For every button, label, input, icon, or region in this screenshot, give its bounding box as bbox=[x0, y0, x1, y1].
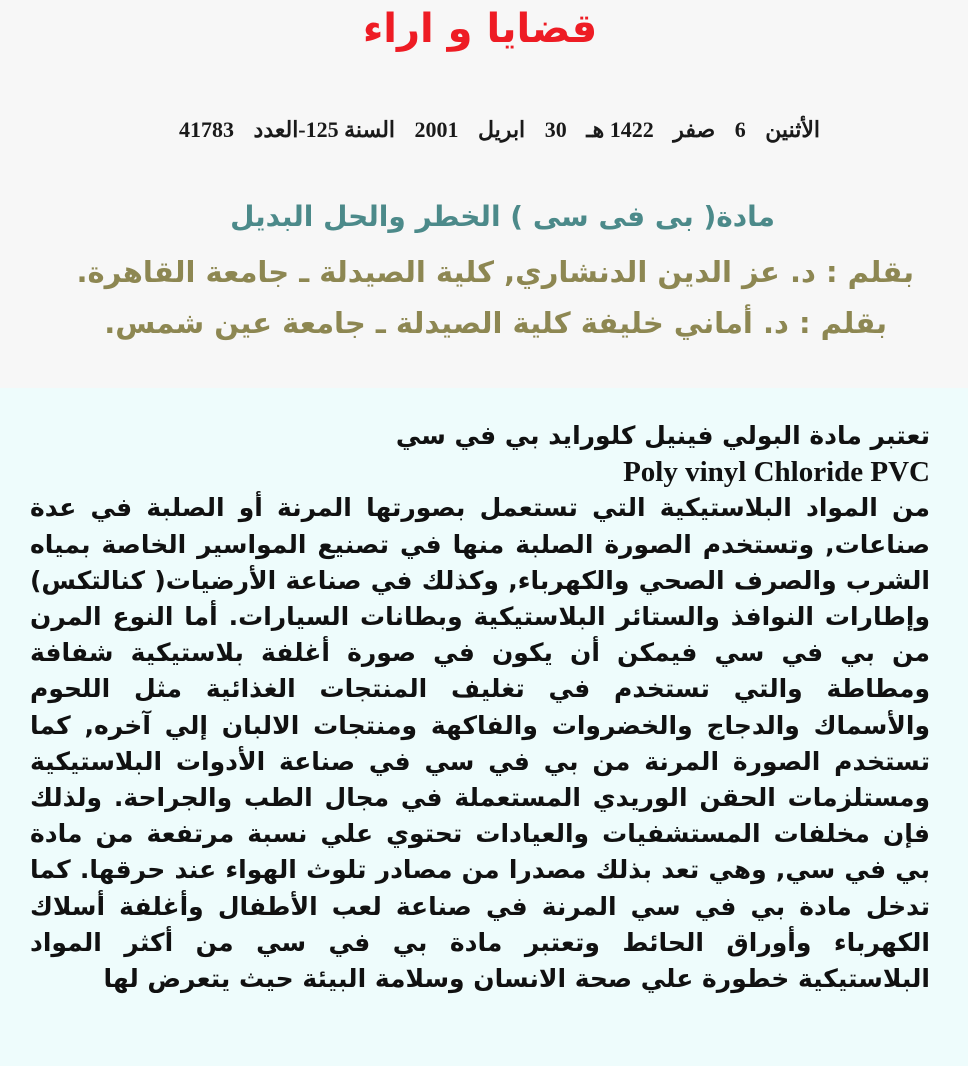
byline-author-2: بقلم : د. أماني خليفة كلية الصيدلة ـ جامعة عين شمس. bbox=[104, 306, 887, 340]
section-title: قضايا و اراء bbox=[362, 6, 598, 52]
dateline-hijri-year: 1422 هـ bbox=[586, 117, 654, 142]
byline-author-1: بقلم : د. عز الدين الدنشاري, كلية الصيدلة ـ جامعة القاهرة. bbox=[76, 255, 914, 289]
dateline-volume: السنة 125-العدد bbox=[253, 117, 396, 142]
dateline-hijri-month: صفر bbox=[673, 117, 716, 142]
article-title: مادة( بى فى سى ) الخطر والحل البديل bbox=[230, 200, 775, 233]
right-margin bbox=[968, 0, 980, 1066]
article-body bbox=[30, 418, 930, 997]
dateline-month: ابريل bbox=[478, 117, 526, 142]
dateline-issue: 41783 bbox=[179, 117, 235, 142]
article-latin-name: Poly vinyl Chloride PVC bbox=[623, 456, 930, 489]
article-intro: تعتبر مادة البولي فينيل كلورايد بي في سي bbox=[395, 421, 930, 450]
dateline-day: 30 bbox=[544, 117, 567, 142]
dateline-hijri-day: 6 bbox=[734, 117, 746, 142]
dateline-weekday: الأثنين bbox=[765, 117, 820, 142]
article-paragraph: من المواد البلاستيكية التي تستعمل بصورتها المرنة أو الصلبة في عدة صناعات, وتستخدم الصورة الصلبة منها في تصنيع المواسير الخاصة بمياه الشرب والصرف الصحي والكهرباء, وكذلك في صناعة الأرضيات( كنالتكس) وإطارات النوافذ والستائر البلاستيكية وبطانات السيارات. أما النوع المرن من بي في سي فيمكن أن يكون في صورة أغلفة بلاستيكية شفافة ومطاطة والتي تستخدم في تغليف المنتجات الغذائية مثل اللحوم والأسماك والدجاج والخضروات والفاكهة ومنتجات الالبان إلي آخره, كما تستخدم الصورة المرنة من بي في سي في صناعة الأدوات البلاستيكية ومستلزمات الحقن الوريدي المستعملة في مجال الطب والجراحة. ولذلك فإن مخلفات المستشفيات والعيادات تحتوي علي نسبة مرتفعة من مادة بي في سي, وهي تعد بذلك مصدرا من مصادر تلوث الهواء عند حرقها. كما تدخل مادة بي في سي المرنة في صناعة لعب الأطفال وأغلفة أسلاك الكهرباء وأوراق الحائط وتعتبر مادة بي في سي من أكثر المواد البلاستيكية خطورة علي صحة الانسان وسلامة البيئة حيث يتعرض لها bbox=[30, 493, 930, 994]
dateline-year: 2001 bbox=[414, 117, 459, 142]
dateline bbox=[120, 112, 820, 148]
